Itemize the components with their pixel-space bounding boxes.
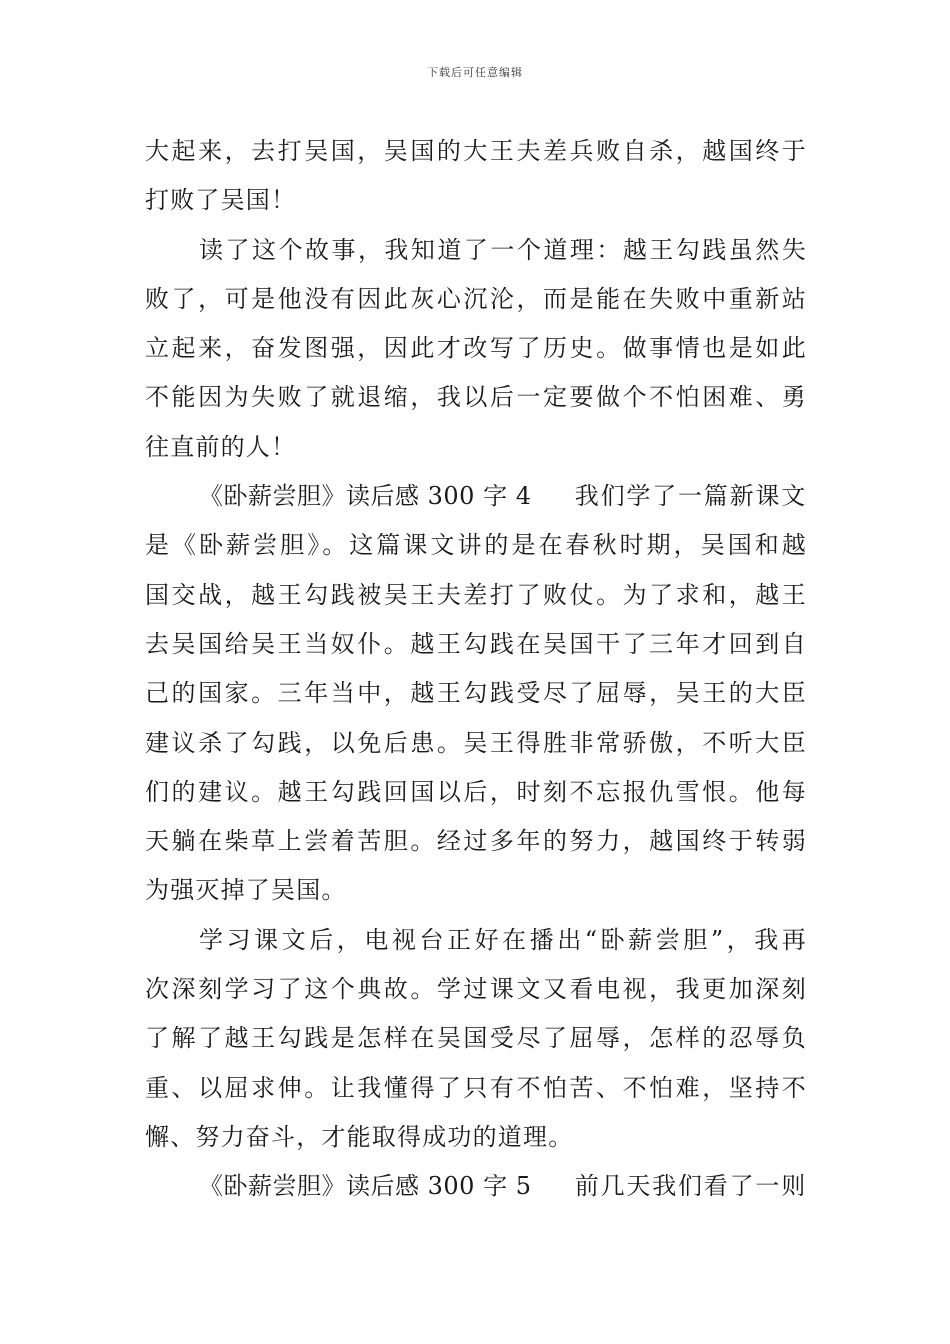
page-header-note: 下载后可任意编辑 xyxy=(427,66,523,79)
text-line: 往直前的人！ xyxy=(145,432,297,461)
text-line: 重、以屈求伸。让我懂得了只有不怕苦、不怕难，坚持不 xyxy=(145,1073,807,1102)
essay-title: 《卧薪尝胆》读后感 300 字 5 xyxy=(199,1172,532,1201)
text-line: 了解了越王勾践是怎样在吴国受尽了屈辱，怎样的忍辱负 xyxy=(145,1024,807,1053)
text-line: 打败了吴国！ xyxy=(145,186,297,215)
text-line: 懈、努力奋斗，才能取得成功的道理。 xyxy=(145,1122,574,1151)
text-line: 为强灭掉了吴国。 xyxy=(145,876,347,905)
text-line: 国交战，越王勾践被吴王夫差打了败仗。为了求和，越王 xyxy=(145,580,807,609)
text-line: 去吴国给吴王当奴仆。越王勾践在吴国干了三年才回到自 xyxy=(145,629,807,658)
text-line: 们的建议。越王勾践回国以后，时刻不忘报仇雪恨。他每 xyxy=(145,777,807,806)
paragraph-first-line: 学习课文后，电视台正好在播出“卧薪尝胆”，我再 xyxy=(199,925,807,954)
text-line: 不能因为失败了就退缩，我以后一定要做个不怕困难、勇 xyxy=(145,383,807,412)
essay-opening-text: 我们学了一篇新课文 xyxy=(574,482,807,511)
text-line: 败了，可是他没有因此灰心沉沦，而是能在失败中重新站 xyxy=(145,284,807,313)
essay-opening-text: 前几天我们看了一则 xyxy=(574,1172,807,1201)
text-line: 大起来，去打吴国，吴国的大王夫差兵败自杀，越国终于 xyxy=(145,137,807,165)
paragraph-first-line: 读了这个故事，我知道了一个道理：越王勾践虽然失 xyxy=(199,235,807,264)
text-line: 己的国家。三年当中，越王勾践受尽了屈辱，吴王的大臣 xyxy=(145,679,807,708)
text-line: 天躺在柴草上尝着苦胆。经过多年的努力，越国终于转弱 xyxy=(145,827,807,856)
essay-title: 《卧薪尝胆》读后感 300 字 4 xyxy=(199,482,532,511)
text-line: 是《卧薪尝胆》。这篇课文讲的是在春秋时期，吴国和越 xyxy=(145,531,807,560)
essay-heading-5 xyxy=(145,1162,807,1211)
essay-heading-4 xyxy=(145,472,807,521)
text-line: 建议杀了勾践，以免后患。吴王得胜非常骄傲，不听大臣 xyxy=(145,728,807,757)
document-body xyxy=(145,127,807,1212)
text-line: 立起来，奋发图强，因此才改写了历史。做事情也是如此 xyxy=(145,334,807,363)
text-line: 次深刻学习了这个典故。学过课文又看电视，我更加深刻 xyxy=(145,975,807,1004)
